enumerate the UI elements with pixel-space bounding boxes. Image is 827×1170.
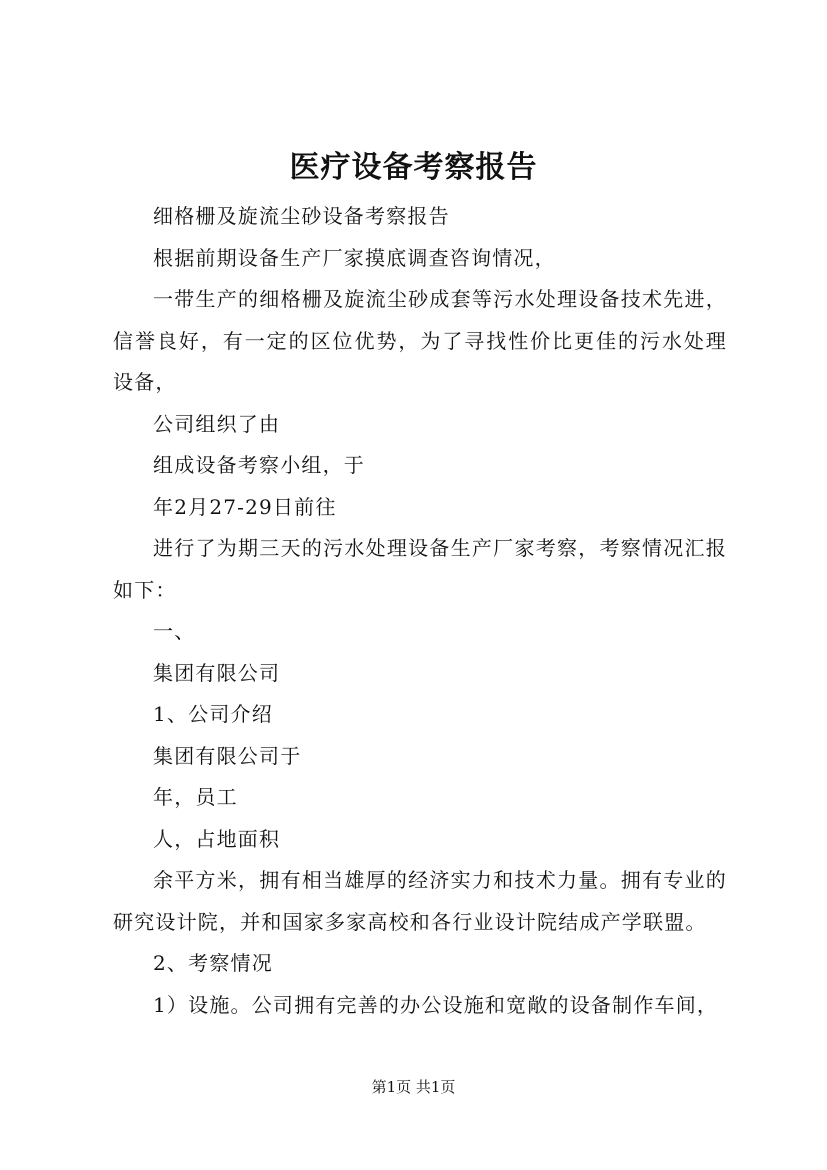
paragraph: 年，员工 [153, 785, 238, 809]
document-body [113, 196, 727, 1026]
paragraph: 公司组织了由 [153, 411, 281, 436]
document-title: 医疗设备考察报告 [289, 150, 538, 185]
page-footer: 第1页 共1页 [371, 1078, 456, 1096]
paragraph: 人，占地面积 [153, 826, 281, 851]
paragraph: 一带生产的细格栅及旋流尘砂成套等污水处理设备技术先进，信誉良好，有一定的区位优势，为了寻找性价比更佳的污水处理设备， [113, 287, 727, 394]
paragraph: 年2月27-29日前往 [153, 494, 337, 519]
paragraph: 进行了为期三天的污水处理设备生产厂家考察，考察情况汇报如下： [113, 536, 727, 602]
paragraph: 余平方米，拥有相当雄厚的经济实力和技术力量。拥有专业的研究设计院，并和国家多家高校和各行业设计院结成产学联盟。 [113, 868, 727, 934]
paragraph: 1）设施。公司拥有完善的办公设施和宽敞的设备制作车间， [153, 992, 719, 1017]
paragraph: 一、 [153, 619, 196, 643]
paragraph: 集团有限公司于 [153, 743, 302, 768]
paragraph: 2、考察情况 [153, 951, 273, 975]
paragraph: 1、公司介绍 [153, 702, 273, 726]
paragraph: 细格栅及旋流尘砂设备考察报告 [153, 204, 450, 228]
paragraph: 集团有限公司 [153, 660, 281, 685]
paragraph: 根据前期设备生产厂家摸底调查咨询情况， [153, 245, 556, 270]
paragraph: 组成设备考察小组，于 [153, 453, 365, 477]
